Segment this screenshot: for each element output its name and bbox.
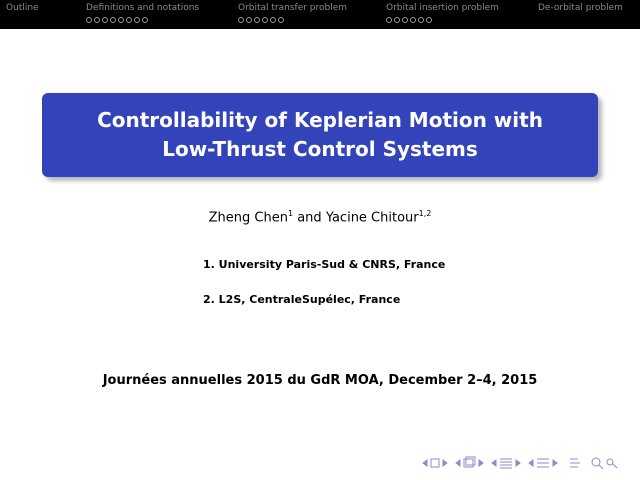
affiliation-2: 2. L2S, CentraleSupélec, France: [203, 293, 401, 306]
title-line-2: Low-Thrust Control Systems: [162, 137, 478, 161]
frame-dot[interactable]: [110, 17, 116, 23]
nav-section-label[interactable]: De-orbital problem: [538, 3, 623, 13]
frame-dot[interactable]: [86, 17, 92, 23]
frame-dot[interactable]: [402, 17, 408, 23]
frame-dot[interactable]: [246, 17, 252, 23]
nav-section-orbital-insertion[interactable]: [386, 3, 499, 23]
section-icon[interactable]: [500, 459, 512, 468]
search-icon[interactable]: [592, 458, 617, 469]
title-box: [42, 93, 598, 177]
nav-section-label[interactable]: Definitions and notations: [86, 3, 200, 13]
nav-section-definitions[interactable]: [86, 3, 199, 23]
next-frame-icon[interactable]: [443, 460, 447, 466]
frame-dot[interactable]: [418, 17, 424, 23]
event-line: Journées annuelles 2015 du GdR MOA, December 2–4, 2015: [102, 373, 538, 388]
frame-dot[interactable]: [118, 17, 124, 23]
nav-section-orbital-transfer[interactable]: [238, 3, 347, 23]
frame-dot[interactable]: [254, 17, 260, 23]
slide-icon[interactable]: [537, 459, 549, 467]
authors-conjunction: and: [297, 210, 322, 226]
next-section-icon[interactable]: [516, 460, 520, 466]
prev-subsection-icon[interactable]: [456, 460, 460, 466]
frame-dot[interactable]: [94, 17, 100, 23]
nav-section-label[interactable]: Orbital transfer problem: [238, 3, 348, 13]
frame-dot[interactable]: [102, 17, 108, 23]
frame-dots: [386, 17, 499, 23]
nav-section-label[interactable]: Outline: [6, 3, 39, 13]
prev-section-icon[interactable]: [492, 460, 496, 466]
author-1-affiliation-mark: 1: [287, 209, 294, 218]
beamer-navigation-symbols: [420, 455, 630, 471]
align-icon[interactable]: [570, 459, 580, 467]
next-slide-icon[interactable]: [553, 460, 557, 466]
frame-icon[interactable]: [431, 459, 439, 467]
next-subsection-icon[interactable]: [479, 460, 483, 466]
nav-section-deorbital[interactable]: [538, 3, 623, 14]
frame-dot[interactable]: [426, 17, 432, 23]
frame-dot[interactable]: [142, 17, 148, 23]
frame-dot[interactable]: [278, 17, 284, 23]
frame-dot[interactable]: [410, 17, 416, 23]
subsection-icon[interactable]: [464, 457, 475, 467]
prev-frame-icon[interactable]: [423, 460, 427, 466]
nav-section-label[interactable]: Orbital insertion problem: [386, 3, 499, 13]
frame-dot[interactable]: [126, 17, 132, 23]
nav-section-outline[interactable]: [6, 3, 39, 14]
frame-dots: [238, 17, 347, 23]
affiliation-1: 1. University Paris-Sud & CNRS, France: [203, 258, 446, 271]
author-2-name: Yacine Chitour: [325, 210, 419, 226]
authors: [0, 209, 640, 225]
frame-dot[interactable]: [134, 17, 140, 23]
author-1-name: Zheng Chen: [208, 210, 288, 226]
prev-slide-icon[interactable]: [529, 460, 533, 466]
section-navigation-bar: [0, 0, 640, 29]
frame-dot[interactable]: [262, 17, 268, 23]
frame-dot[interactable]: [270, 17, 276, 23]
frame-dot[interactable]: [386, 17, 392, 23]
frame-dot[interactable]: [394, 17, 400, 23]
author-2-affiliation-mark: 1,2: [418, 209, 432, 218]
frame-dot[interactable]: [238, 17, 244, 23]
frame-dots: [86, 17, 199, 23]
title-line-1: Controllability of Keplerian Motion with: [97, 108, 543, 132]
